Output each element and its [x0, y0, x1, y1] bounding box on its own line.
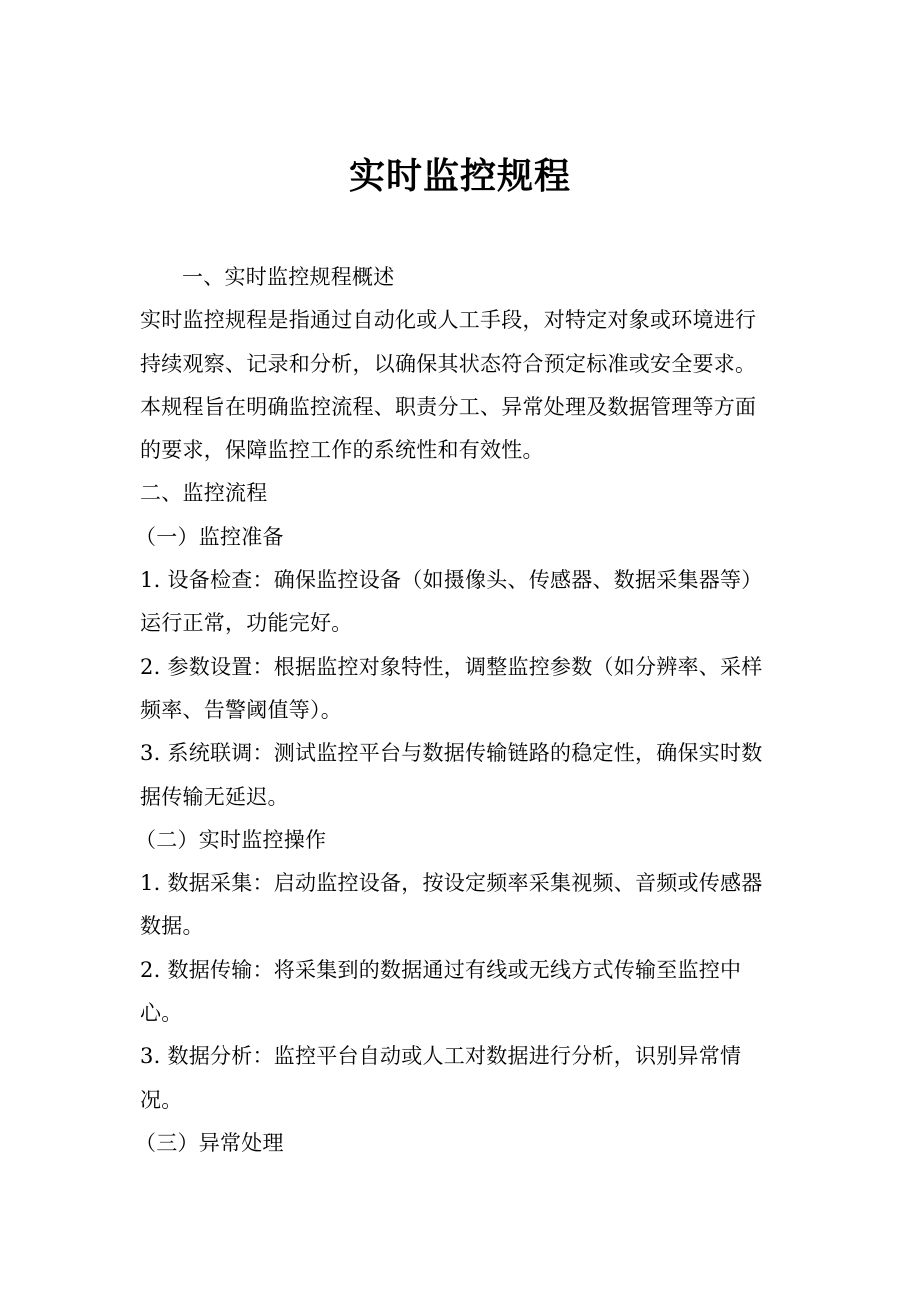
- subsection-heading-preparation: （一）监控准备: [135, 524, 284, 549]
- list-item-line: 3. 系统联调：测试监控平台与数据传输链路的稳定性，确保实时数: [140, 741, 763, 766]
- list-item-line: 运行正常，功能完好。: [140, 611, 353, 636]
- list-item-line: 1. 数据采集：启动监控设备，按设定频率采集视频、音频或传感器: [140, 871, 763, 896]
- subsection-heading-exception: （三）异常处理: [135, 1130, 284, 1155]
- paragraph-line: 持续观察、记录和分析，以确保其状态符合预定标准或安全要求。: [140, 351, 757, 376]
- paragraph-line: 本规程旨在明确监控流程、职责分工、异常处理及数据管理等方面: [140, 394, 757, 419]
- document-title: 实时监控规程: [348, 156, 571, 197]
- list-item-line: 1. 设备检查：确保监控设备（如摄像头、传感器、数据采集器等）: [140, 568, 763, 593]
- paragraph-line: 的要求，保障监控工作的系统性和有效性。: [140, 438, 544, 463]
- subsection-heading-operation: （二）实时监控操作: [135, 827, 327, 852]
- list-item-line: 2. 参数设置：根据监控对象特性，调整监控参数（如分辨率、采样: [140, 654, 763, 679]
- paragraph-line: 实时监控规程是指通过自动化或人工手段，对特定对象或环境进行: [140, 308, 757, 333]
- list-item-line: 数据。: [140, 914, 204, 939]
- list-item-line: 2. 数据传输：将采集到的数据通过有线或无线方式传输至监控中: [140, 957, 742, 982]
- list-item-line: 况。: [140, 1087, 183, 1112]
- document-body: [135, 256, 790, 1165]
- list-item-line: 3. 数据分析：监控平台自动或人工对数据进行分析，识别异常情: [140, 1044, 742, 1069]
- list-item-line: 据传输无延迟。: [140, 784, 289, 809]
- section-heading-process: 二、监控流程: [140, 481, 268, 506]
- list-item-line: 频率、告警阈值等）。: [140, 697, 342, 722]
- list-item-line: 心。: [140, 1001, 183, 1026]
- section-heading-overview: 一、实时监控规程概述: [182, 265, 395, 289]
